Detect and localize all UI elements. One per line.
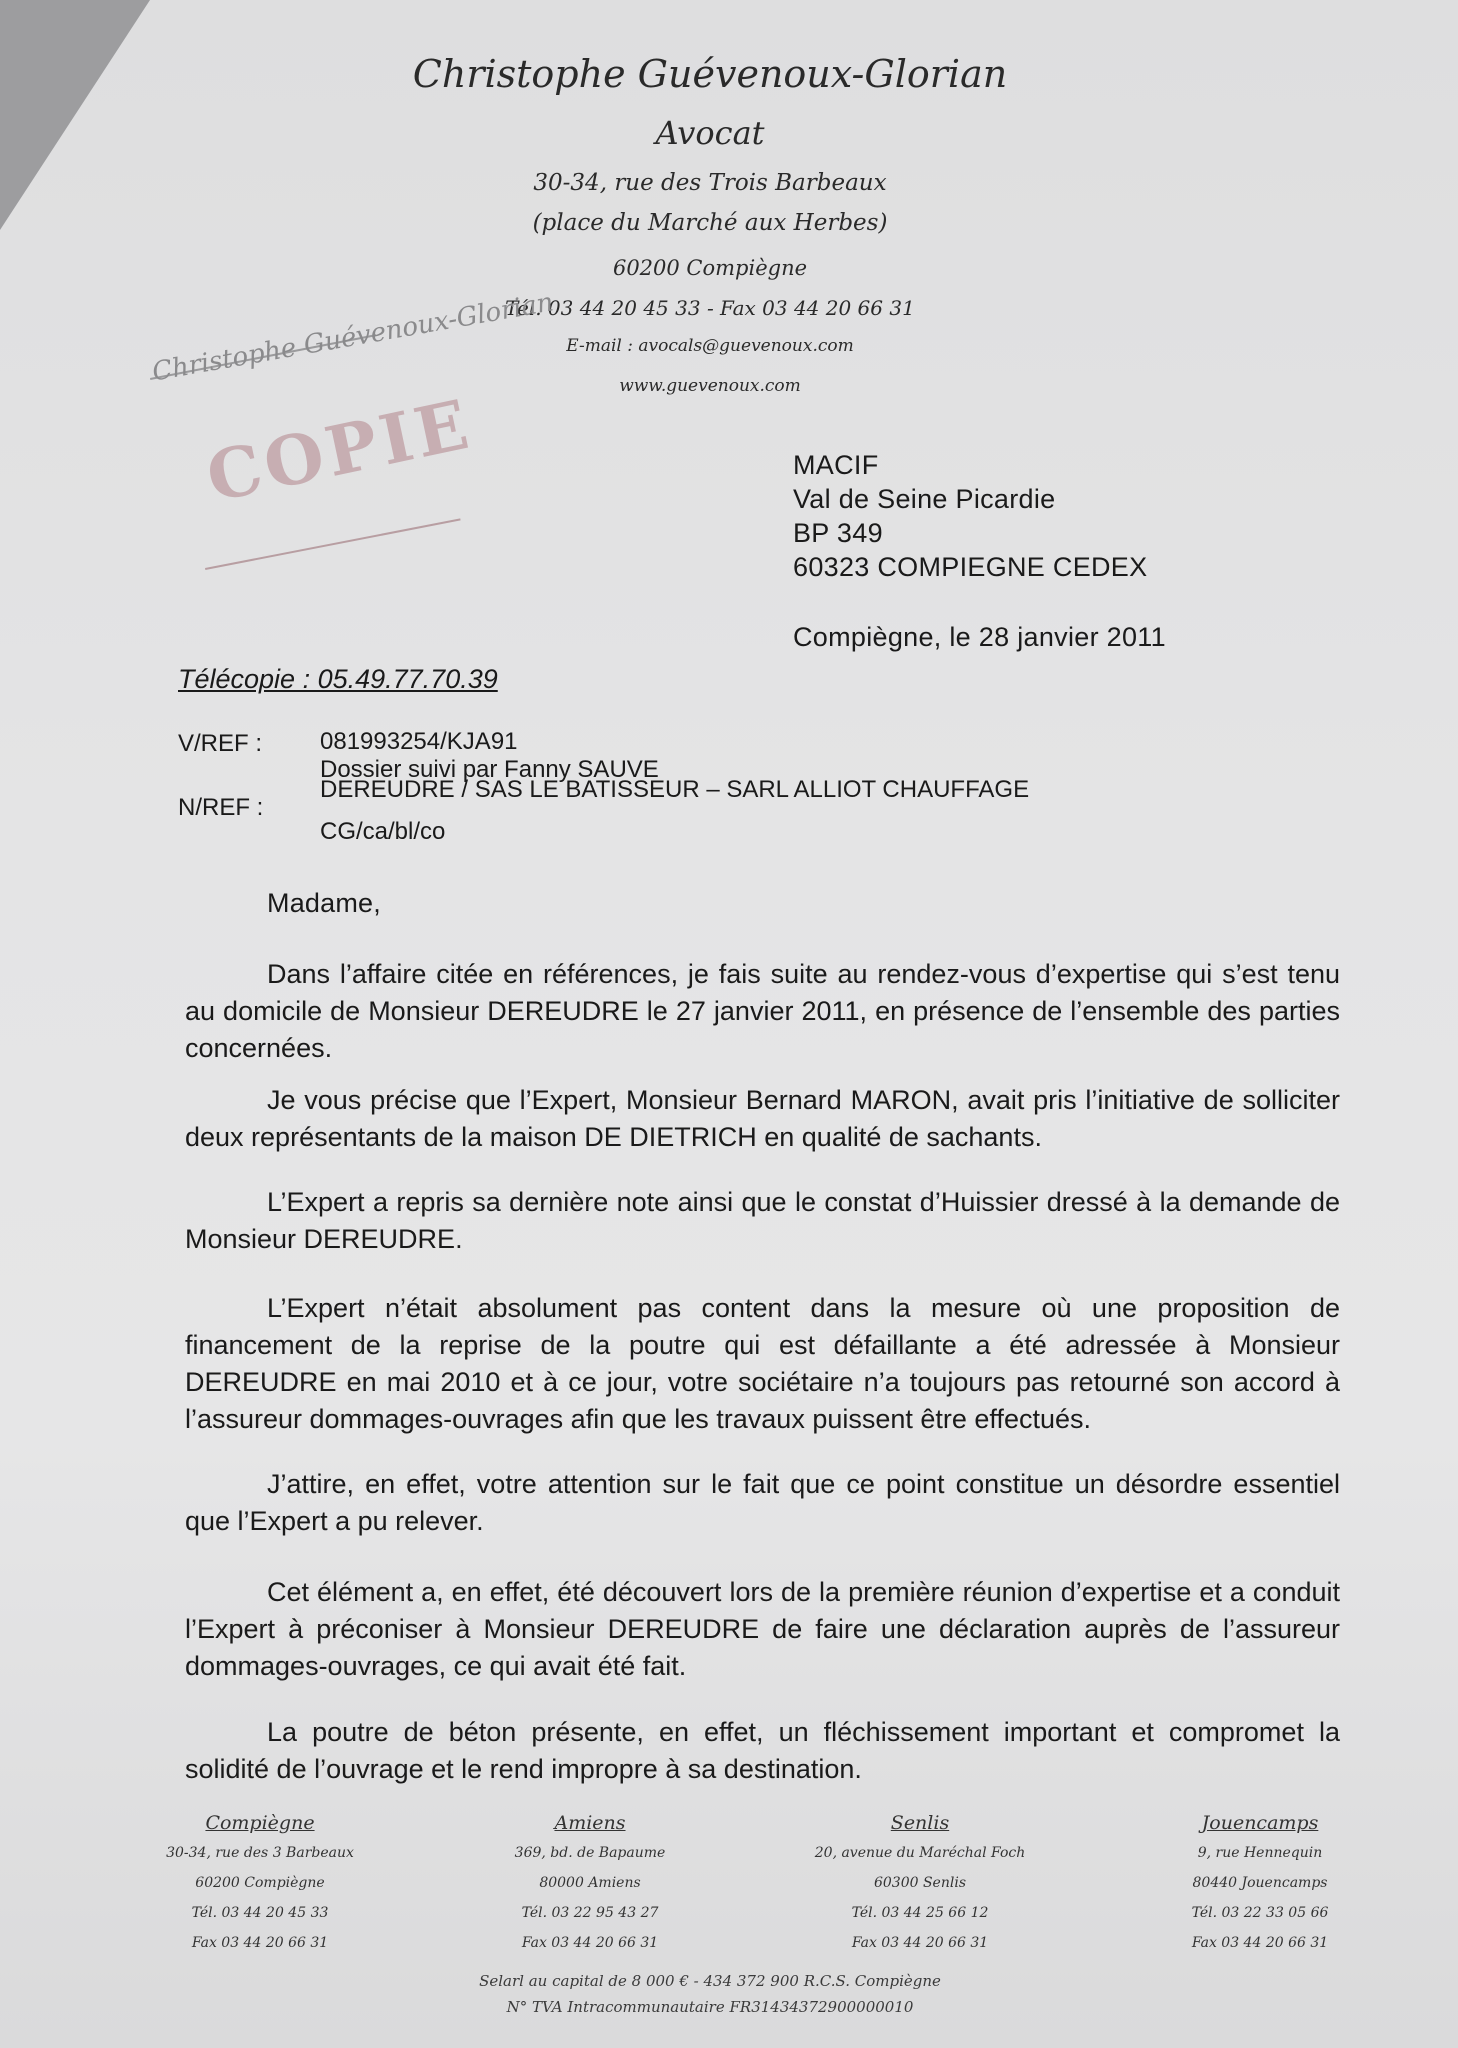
paragraph-text: Cet élément a, en effet, été découvert lors de la première réunion d’expertise et a conduit l’Expert à préconiser à Monsieur DEREUDRE de faire une déclaration auprès de l’assureur dommages-ouvrages, ce qui avait été fait. [185, 1577, 1340, 1681]
letterhead-email: E-mail : avocals@guevenoux.com [566, 336, 854, 356]
office-postal: 80440 Jouencamps [1192, 1875, 1328, 1891]
paragraph-2 [185, 1082, 1340, 1156]
office-compiegne [130, 1808, 390, 1958]
dossier-line: Dossier suivi par Fanny SAUVE [320, 756, 659, 783]
nref-value: DEREUDRE / SAS LE BATISSEUR – SARL ALLIOT CHAUFFAGE [320, 776, 1030, 803]
nref-code: CG/ca/bl/co [320, 818, 446, 845]
paragraph-text: La poutre de béton présente, en effet, un fléchissement important et compromet la solidité de l’ouvrage et le rend impropre à sa destination. [185, 1717, 1340, 1784]
paragraph-6 [185, 1574, 1340, 1685]
office-postal: 80000 Amiens [539, 1875, 641, 1891]
office-tel: Tél. 03 22 33 05 66 [1191, 1905, 1329, 1921]
recipient-po-box: BP 349 [793, 518, 883, 548]
paragraph-text: J’attire, en effet, votre attention sur le fait que ce point constitue un désordre essentiel que l’Expert a pu relever. [185, 1469, 1340, 1536]
folded-corner [0, 0, 150, 230]
office-street: 30-34, rue des 3 Barbeaux [166, 1845, 354, 1861]
letterhead-place: (place du Marché aux Herbes) [532, 210, 888, 236]
letterhead-phone-fax: Tél. 03 44 20 45 33 - Fax 03 44 20 66 31 [505, 296, 915, 320]
paragraph-text: L’Expert a repris sa dernière note ainsi que le constat d’Huissier dressé à la demande de Monsieur DEREUDRE. [185, 1187, 1340, 1254]
fax-number: Télécopie : 05.49.77.70.39 [178, 664, 498, 694]
office-tel: Tél. 03 44 20 45 33 [191, 1905, 329, 1921]
paragraph-text: Dans l’affaire citée en références, je fais suite au rendez-vous d’expertise qui s’est tenu au domicile de Monsieur DEREUDRE le 27 janvier 2011, en présence de l’ensemble des parties concernées. [185, 959, 1340, 1063]
office-fax: Fax 03 44 20 66 31 [851, 1935, 989, 1951]
office-postal: 60300 Senlis [873, 1875, 967, 1891]
office-fax: Fax 03 44 20 66 31 [1191, 1935, 1329, 1951]
recipient-name: MACIF [793, 450, 879, 480]
office-postal: 60200 Compiègne [195, 1875, 325, 1891]
office-senlis [790, 1808, 1050, 1958]
paragraph-text: Je vous précise que l’Expert, Monsieur Bernard MARON, avait pris l’initiative de solliciter deux représentants de la maison DE DIETRICH en qualité de sachants. [185, 1085, 1340, 1152]
legal-vat: N° TVA Intracommunautaire FR31434372900000010 [506, 1998, 914, 2016]
lawyer-name: Christophe Guévenoux-Glorian [412, 52, 1008, 96]
office-street: 9, rue Hennequin [1197, 1845, 1323, 1861]
office-city: Amiens [554, 1812, 626, 1834]
copie-stamp: COPIE [200, 384, 479, 519]
paragraph-7 [185, 1714, 1340, 1788]
letter-date: Compiègne, le 28 janvier 2011 [793, 622, 1166, 652]
office-city: Compiègne [205, 1812, 315, 1834]
vref-label: V/REF : [178, 730, 263, 757]
recipient-city: 60323 COMPIEGNE CEDEX [793, 552, 1148, 582]
office-fax: Fax 03 44 20 66 31 [191, 1935, 329, 1951]
office-street: 20, avenue du Maréchal Foch [814, 1845, 1026, 1861]
office-tel: Tél. 03 44 25 66 12 [851, 1905, 989, 1921]
lawyer-title: Avocat [655, 114, 765, 152]
office-fax: Fax 03 44 20 66 31 [521, 1935, 659, 1951]
legal-capital: Selarl au capital de 8 000 € - 434 372 900 R.C.S. Compiègne [479, 1972, 941, 1990]
stamp-signature: Christophe Guévenoux-Glorian [150, 287, 556, 388]
office-amiens [460, 1808, 720, 1958]
recipient-region: Val de Seine Picardie [793, 484, 1056, 514]
nref-label: N/REF : [178, 794, 264, 821]
letterhead-street: 30-34, rue des Trois Barbeaux [533, 170, 887, 196]
vref-value: 081993254/KJA91 [320, 728, 518, 755]
letterhead-website: www.guevenoux.com [619, 376, 801, 396]
letterhead-city: 60200 Compiègne [612, 256, 808, 280]
office-city: Jouencamps [1201, 1812, 1319, 1834]
paragraph-text: L’Expert n’était absolument pas content dans la mesure où une proposition de financement de la reprise de la poutre qui est défaillante a été adressée à Monsieur DEREUDRE en mai 2010 et à ce jour, votre sociétaire n’a toujours pas retourné son accord à l’assureur dommages-ouvrages afin que les travaux puissent être effectués. [185, 1293, 1340, 1434]
office-city: Senlis [890, 1812, 950, 1834]
paragraph-4 [185, 1290, 1340, 1438]
office-jouencamps [1130, 1808, 1390, 1958]
paragraph-3 [185, 1184, 1340, 1258]
paragraph-5 [185, 1466, 1340, 1540]
office-tel: Tél. 03 22 95 43 27 [521, 1905, 659, 1921]
paragraph-1 [185, 956, 1340, 1067]
office-street: 369, bd. de Bapaume [514, 1845, 666, 1861]
salutation: Madame, [267, 888, 381, 918]
